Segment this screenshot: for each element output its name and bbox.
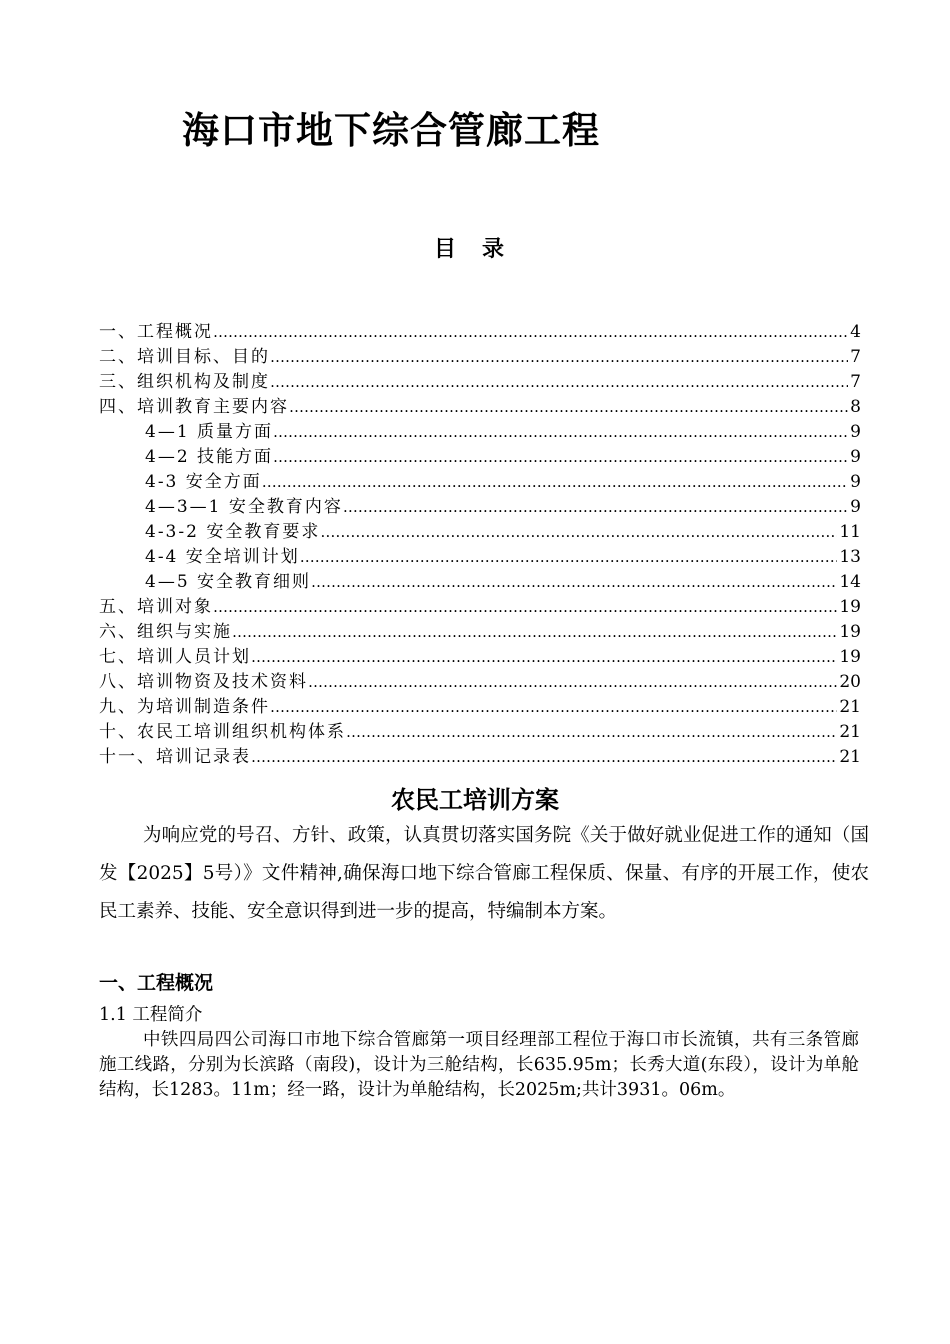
toc-entry-label: 4—1 质量方面 xyxy=(145,422,274,442)
toc-entry-label: 三、组织机构及制度 xyxy=(99,372,270,392)
toc-entry-page: 14 xyxy=(839,572,861,592)
toc-entry[interactable] xyxy=(99,370,861,395)
toc-entry[interactable] xyxy=(99,695,861,720)
toc-entry[interactable] xyxy=(99,595,861,620)
toc-entry-label: 4—3—1 安全教育内容 xyxy=(145,497,343,517)
toc-entry-page: 21 xyxy=(839,722,861,742)
toc-leader-dots xyxy=(262,470,848,495)
toc-leader-dots xyxy=(270,345,848,370)
toc-entry[interactable] xyxy=(99,570,861,595)
body-paragraph: 中铁四局四公司海口市地下综合管廊第一项目经理部工程位于海口市长流镇，共有三条管廊施工线路，分别为长滨路（南段)，设计为三舱结构，长635.95m；长秀大道(东段），设计为单舱结构，长1283。11m；经一路，设计为单舱结构，长2025m;共计3931。06m。 xyxy=(99,1030,859,1100)
toc-entry-page: 21 xyxy=(839,697,861,717)
toc-entry-label: 四、培训教育主要内容 xyxy=(99,397,289,417)
toc-leader-dots xyxy=(251,745,837,770)
toc-entry[interactable] xyxy=(99,720,861,745)
toc-entry[interactable] xyxy=(99,395,861,420)
toc-leader-dots xyxy=(213,595,837,620)
toc-entry-label: 七、培训人员计划 xyxy=(99,647,251,667)
toc-entry-page: 7 xyxy=(850,372,861,392)
toc-entry-label: 九、为培训制造条件 xyxy=(99,697,270,717)
toc-entry-page: 21 xyxy=(839,747,861,767)
toc-entry-page: 20 xyxy=(839,672,861,692)
toc-entry-label: 六、组织与实施 xyxy=(99,622,232,642)
toc-entry-page: 13 xyxy=(839,547,861,567)
toc-entry[interactable] xyxy=(99,620,861,645)
toc-entry[interactable] xyxy=(99,470,861,495)
toc-entry-label: 十一、培训记录表 xyxy=(99,747,251,767)
toc-entry-page: 19 xyxy=(839,597,861,617)
toc-entry-label: 十、农民工培训组织机构体系 xyxy=(99,722,346,742)
toc-entry-label: 4-4 安全培训计划 xyxy=(145,547,300,567)
intro-paragraph: 为响应党的号召、方针、政策，认真贯切落实国务院《关于做好就业促进工作的通知（国发【2025】5号）》文件精神,确保海口地下综合管廊工程保质、保量、有序的开展工作，使农民工素养、技能、安全意识得到进一步的提高，特编制本方案。 xyxy=(99,825,869,922)
toc-entry-page: 9 xyxy=(850,497,861,517)
toc-entry-page: 9 xyxy=(850,447,861,467)
toc-heading xyxy=(0,232,950,263)
toc-heading-text: 目录 xyxy=(433,237,530,262)
toc-leader-dots xyxy=(308,670,837,695)
toc-leader-dots xyxy=(270,695,837,720)
heading-project-overview: 一、工程概况 xyxy=(99,972,214,994)
toc-entry[interactable] xyxy=(99,745,861,770)
toc-entry-label: 二、培训目标、目的 xyxy=(99,347,270,367)
toc-entry-label: 五、培训对象 xyxy=(99,597,213,617)
document-title: 海口市地下综合管廊工程 xyxy=(182,109,600,152)
toc-leader-dots xyxy=(251,645,837,670)
toc-leader-dots xyxy=(311,570,837,595)
toc-entry-page: 9 xyxy=(850,422,861,442)
toc-entry[interactable] xyxy=(99,420,861,445)
toc-entry[interactable] xyxy=(99,345,861,370)
section-title: 农民工培训方案 xyxy=(391,786,559,814)
toc-entry-page: 8 xyxy=(850,397,861,417)
toc-entry-label: 4—5 安全教育细则 xyxy=(145,572,312,592)
toc-leader-dots xyxy=(232,620,837,645)
toc-leader-dots xyxy=(289,395,848,420)
toc-entry[interactable] xyxy=(99,520,861,545)
toc-leader-dots xyxy=(343,495,848,520)
toc-entry[interactable] xyxy=(99,445,861,470)
toc-entry-page: 9 xyxy=(850,472,861,492)
toc-entry-label: 八、培训物资及技术资料 xyxy=(99,672,308,692)
toc-entry-page: 11 xyxy=(839,522,861,542)
toc-leader-dots xyxy=(346,720,837,745)
toc-leader-dots xyxy=(273,420,848,445)
toc-leader-dots xyxy=(270,370,848,395)
toc-leader-dots xyxy=(320,520,837,545)
toc-entry-page: 4 xyxy=(850,322,861,342)
toc-entry-label: 4-3-2 安全教育要求 xyxy=(145,522,321,542)
toc-entry-label: 4-3 安全方面 xyxy=(145,472,262,492)
toc-leader-dots xyxy=(300,545,838,570)
toc-entry-page: 7 xyxy=(850,347,861,367)
toc-entry[interactable] xyxy=(99,320,861,345)
toc-entry-label: 一、工程概况 xyxy=(99,322,213,342)
toc-entry[interactable] xyxy=(99,670,861,695)
heading-project-intro: 1.1 工程简介 xyxy=(99,1005,203,1025)
toc-leader-dots xyxy=(273,445,848,470)
table-of-contents xyxy=(99,320,861,770)
toc-entry-page: 19 xyxy=(839,622,861,642)
toc-entry-page: 19 xyxy=(839,647,861,667)
toc-entry[interactable] xyxy=(99,495,861,520)
toc-entry[interactable] xyxy=(99,645,861,670)
toc-entry[interactable] xyxy=(99,545,861,570)
toc-leader-dots xyxy=(213,320,848,345)
toc-entry-label: 4—2 技能方面 xyxy=(145,447,274,467)
